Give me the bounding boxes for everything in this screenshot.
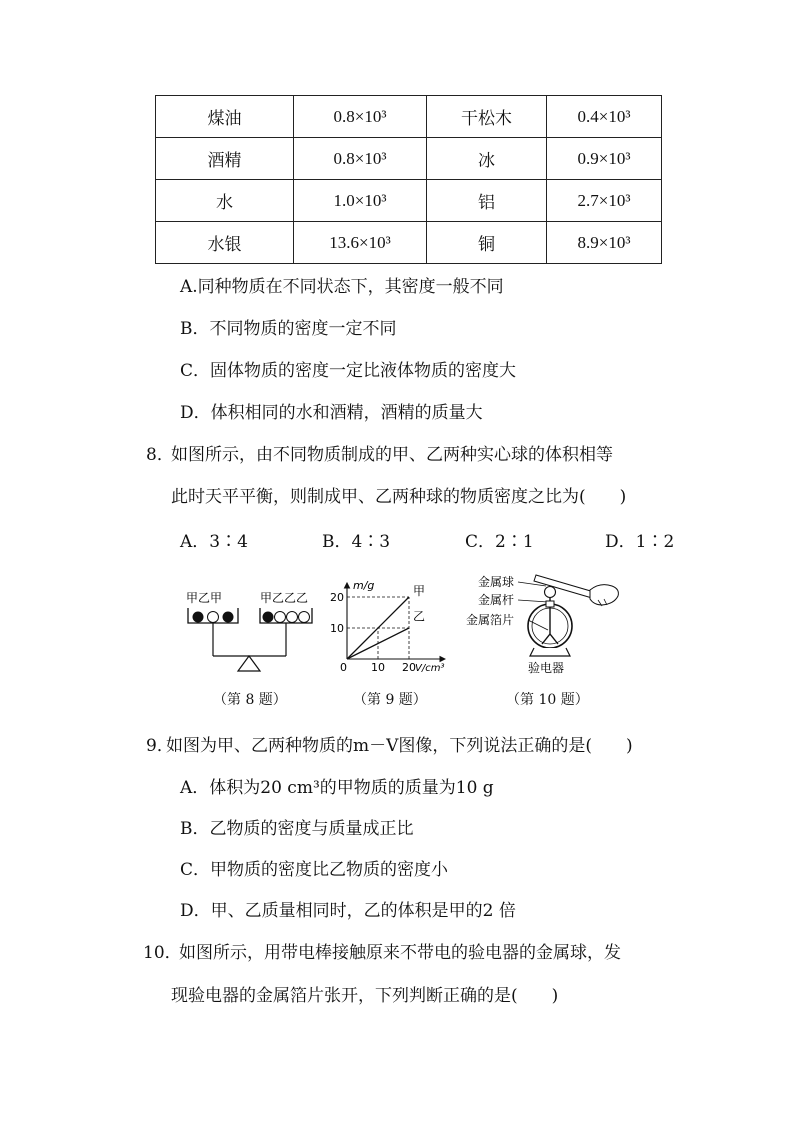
q9-stem: 如图为甲、乙两种物质的m－V图像，下列说法正确的是( )	[166, 736, 633, 756]
table-cell: 铜	[427, 222, 547, 264]
y-axis-label: m/g	[353, 579, 375, 592]
table-cell: 铝	[427, 180, 547, 222]
q7-option-a: A.同种物质在不同状态下，其密度一般不同	[180, 277, 504, 297]
hand-icon	[590, 585, 618, 605]
table-cell: 酒精	[156, 138, 294, 180]
electroscope-figure	[462, 568, 627, 678]
mv-graph	[325, 575, 455, 675]
q9-option-a: A．体积为20 cm³的甲物质的质量为10 g	[180, 778, 494, 798]
label-metal-foil: 金属箔片	[466, 613, 515, 627]
q7-option-c: C．固体物质的密度一定比液体物质的密度大	[180, 361, 517, 381]
ball-jia	[193, 612, 204, 623]
series-label-yi: 乙	[413, 609, 426, 624]
x-tick-label: 10	[371, 661, 385, 674]
table-cell: 0.9×10³	[547, 138, 662, 180]
table-row	[156, 96, 662, 138]
ball-yi	[287, 612, 298, 623]
series-label-jia: 甲	[413, 584, 426, 598]
q8-number: 8．	[146, 445, 174, 465]
y-tick-label: 20	[330, 591, 344, 604]
q8-option-c: C．2∶1	[465, 532, 534, 552]
fig9-caption: （第 9 题）	[353, 692, 427, 708]
table-cell: 1.0×10³	[294, 180, 427, 222]
q9-option-b: B．乙物质的密度与质量成正比	[180, 819, 414, 839]
pointer-line	[528, 620, 548, 630]
q10-stem-line2: 现验电器的金属箔片张开，下列判断正确的是( )	[171, 986, 559, 1006]
q9-option-c: C．甲物质的密度比乙物质的密度小	[180, 860, 449, 880]
ball-yi	[299, 612, 310, 623]
table-cell: 0.8×10³	[294, 138, 427, 180]
label-metal-rod: 金属杆	[478, 593, 515, 607]
table-cell: 水银	[156, 222, 294, 264]
ball-jia	[263, 612, 274, 623]
x-tick-label: 20	[402, 661, 416, 674]
q8-option-a: A．3∶4	[180, 532, 248, 552]
table-cell: 冰	[427, 138, 547, 180]
q9-option-d: D．甲、乙质量相同时，乙的体积是甲的2 倍	[180, 901, 516, 921]
fig8-caption: （第 8 题）	[213, 692, 287, 708]
table-cell: 8.9×10³	[547, 222, 662, 264]
balance-figure	[180, 588, 320, 676]
table-cell: 2.7×10³	[547, 180, 662, 222]
right-pan-label: 甲乙乙乙	[260, 591, 309, 605]
stopper	[546, 601, 554, 607]
density-table	[155, 95, 662, 264]
q10-stem-line1: 如图所示，用带电棒接触原来不带电的验电器的金属球，发	[179, 943, 621, 963]
electroscope-base	[530, 648, 570, 656]
origin-label: 0	[340, 661, 347, 674]
label-metal-ball: 金属球	[478, 575, 515, 589]
q10-number: 10．	[143, 943, 182, 963]
metal-foils	[542, 634, 558, 644]
q9-number: 9．	[146, 736, 174, 756]
fig10-caption: （第 10 题）	[506, 692, 589, 708]
table-row	[156, 180, 662, 222]
q8-options	[180, 527, 675, 551]
charged-rod	[534, 575, 594, 598]
ball-yi	[275, 612, 286, 623]
fulcrum	[238, 656, 260, 671]
device-label: 验电器	[528, 661, 565, 675]
x-axis-label: V/cm³	[415, 663, 445, 674]
table-cell: 13.6×10³	[294, 222, 427, 264]
table-cell: 水	[156, 180, 294, 222]
q7-option-d: D．体积相同的水和酒精，酒精的质量大	[180, 403, 483, 423]
ball-jia	[223, 612, 234, 623]
left-pan-label: 甲乙甲	[186, 591, 223, 605]
table-cell: 0.8×10³	[294, 96, 427, 138]
ball-yi	[208, 612, 219, 623]
metal-ball	[545, 587, 556, 598]
pointer-line	[518, 600, 548, 602]
table-row	[156, 222, 662, 264]
table-cell: 煤油	[156, 96, 294, 138]
q8-stem-line2: 此时天平平衡，则制成甲、乙两种球的物质密度之比为( )	[171, 487, 627, 507]
q8-option-d: D．1∶2	[605, 532, 675, 552]
table-row	[156, 138, 662, 180]
table-cell: 干松木	[427, 96, 547, 138]
q8-stem-line1: 如图所示，由不同物质制成的甲、乙两种实心球的体积相等	[171, 445, 613, 465]
y-tick-label: 10	[330, 622, 344, 635]
table-cell: 0.4×10³	[547, 96, 662, 138]
q8-option-b: B．4∶3	[322, 532, 391, 552]
q7-option-b: B．不同物质的密度一定不同	[180, 319, 397, 339]
